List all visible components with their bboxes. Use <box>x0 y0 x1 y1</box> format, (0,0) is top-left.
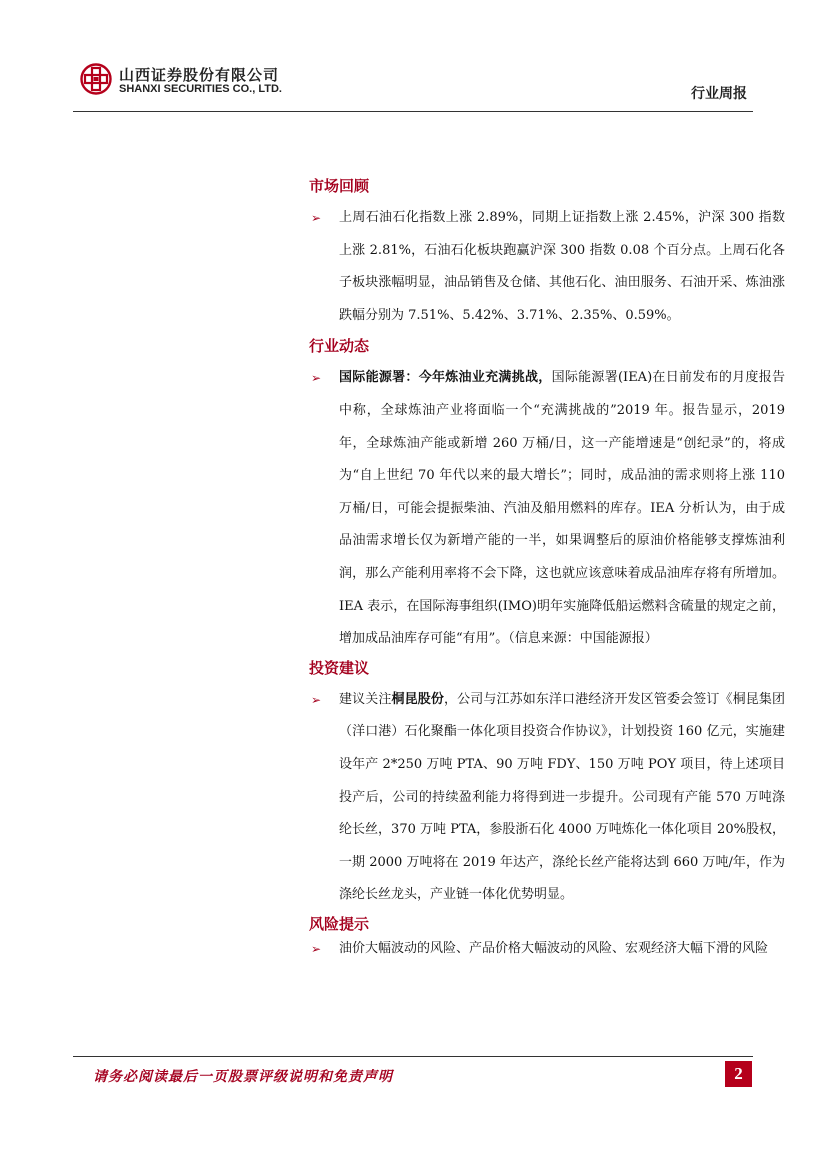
company-logo-icon <box>80 63 112 95</box>
investment-stock-name: 桐昆股份 <box>391 691 444 707</box>
bullet-arrow-icon: ➢ <box>311 941 322 956</box>
bullet-arrow-icon: ➢ <box>311 211 322 225</box>
investment-advice-item <box>309 684 785 912</box>
footer-disclaimer: 请务必阅读最后一页股票评级说明和免责声明 <box>93 1069 393 1085</box>
section-heading-industry: 行业动态 <box>309 337 370 356</box>
market-review-item <box>309 202 785 332</box>
bullet-arrow-icon: ➢ <box>311 692 322 707</box>
section-heading-market: 市场回顾 <box>309 177 370 195</box>
header-divider <box>73 111 753 112</box>
section-heading-investment: 投资建议 <box>309 658 370 677</box>
page-number-badge: 2 <box>725 1061 752 1087</box>
bullet-arrow-icon: ➢ <box>311 371 322 386</box>
industry-news-text: 国际能源署(IEA)在日前发布的月度报告中称，全球炼油产业将面临一个“充满挑战的”2019 年。报告显示，2019 年，全球炼油产能或新增 260 万桶/日，这一产能增速是“创纪录”的，将成为“自上世纪 70 年代以来的最大增长”；同时，成品油的需求则将上涨 110 万桶/日，可能会提振柴油、汽油及船用燃料的库存。IEA 分析认为，由于成品油需求增长仅为新增产能的一半，如果调整后的原油价格能够支撑炼油利润，那么产能利用率将不会下降，这也就应该意味着成品油库存将有所增加。IEA 表示，在国际海事组织(IMO)明年实施降低船运燃料含硫量的规定之前，增加成品油库存可能“有用”。（信息来源：中国能源报） <box>339 370 785 647</box>
risk-warning-text: 油价大幅波动的风险、产品价格大幅波动的风险、宏观经济大幅下滑的风险 <box>339 940 769 956</box>
company-name-cn: 山西证券股份有限公司 <box>119 66 280 84</box>
risk-warning-item <box>309 940 785 958</box>
company-name-en: SHANXI SECURITIES CO., LTD. <box>119 83 282 95</box>
investment-prefix: 建议关注 <box>339 691 392 707</box>
market-review-text: 上周石油石化指数上涨 2.89%，同期上证指数上涨 2.45%，沪深 300 指数上涨 2.81%，石油石化板块跑赢沪深 300 指数 0.08 个百分点。上周石化各子板块涨幅明显，油品销售及仓储、其他石化、油田服务、石油开采、炼油涨跌幅分别为 7.51%、5.42%、3.71%、2.35%、0.59%。 <box>339 210 785 323</box>
report-body <box>309 176 785 958</box>
section-heading-risk: 风险提示 <box>309 914 370 933</box>
footer-divider <box>73 1056 753 1057</box>
investment-advice-text: ，公司与江苏如东洋口港经济开发区管委会签订《桐昆集团（洋口港）石化聚酯一体化项目投资合作协议》，计划投资 160 亿元，实施建设年产 2*250 万吨 PTA、90 万吨 FDY、150 万吨 POY 项目，待上述项目投产后，公司的持续盈利能力将得到进一步提升。公司现有产能 570 万吨涤纶长丝，370 万吨 PTA，参股浙石化 4000 万吨炼化一体化项目 20%股权，一期 2000 万吨将在 2019 年达产，涤纶长丝产能将达到 660 万吨/年，作为涤纶长丝龙头，产业链一体化优势明显。 <box>339 691 785 903</box>
industry-news-lead: 国际能源署：今年炼油业充满挑战， <box>339 370 552 386</box>
report-type-label: 行业周报 <box>691 86 747 102</box>
industry-news-item <box>309 362 785 655</box>
